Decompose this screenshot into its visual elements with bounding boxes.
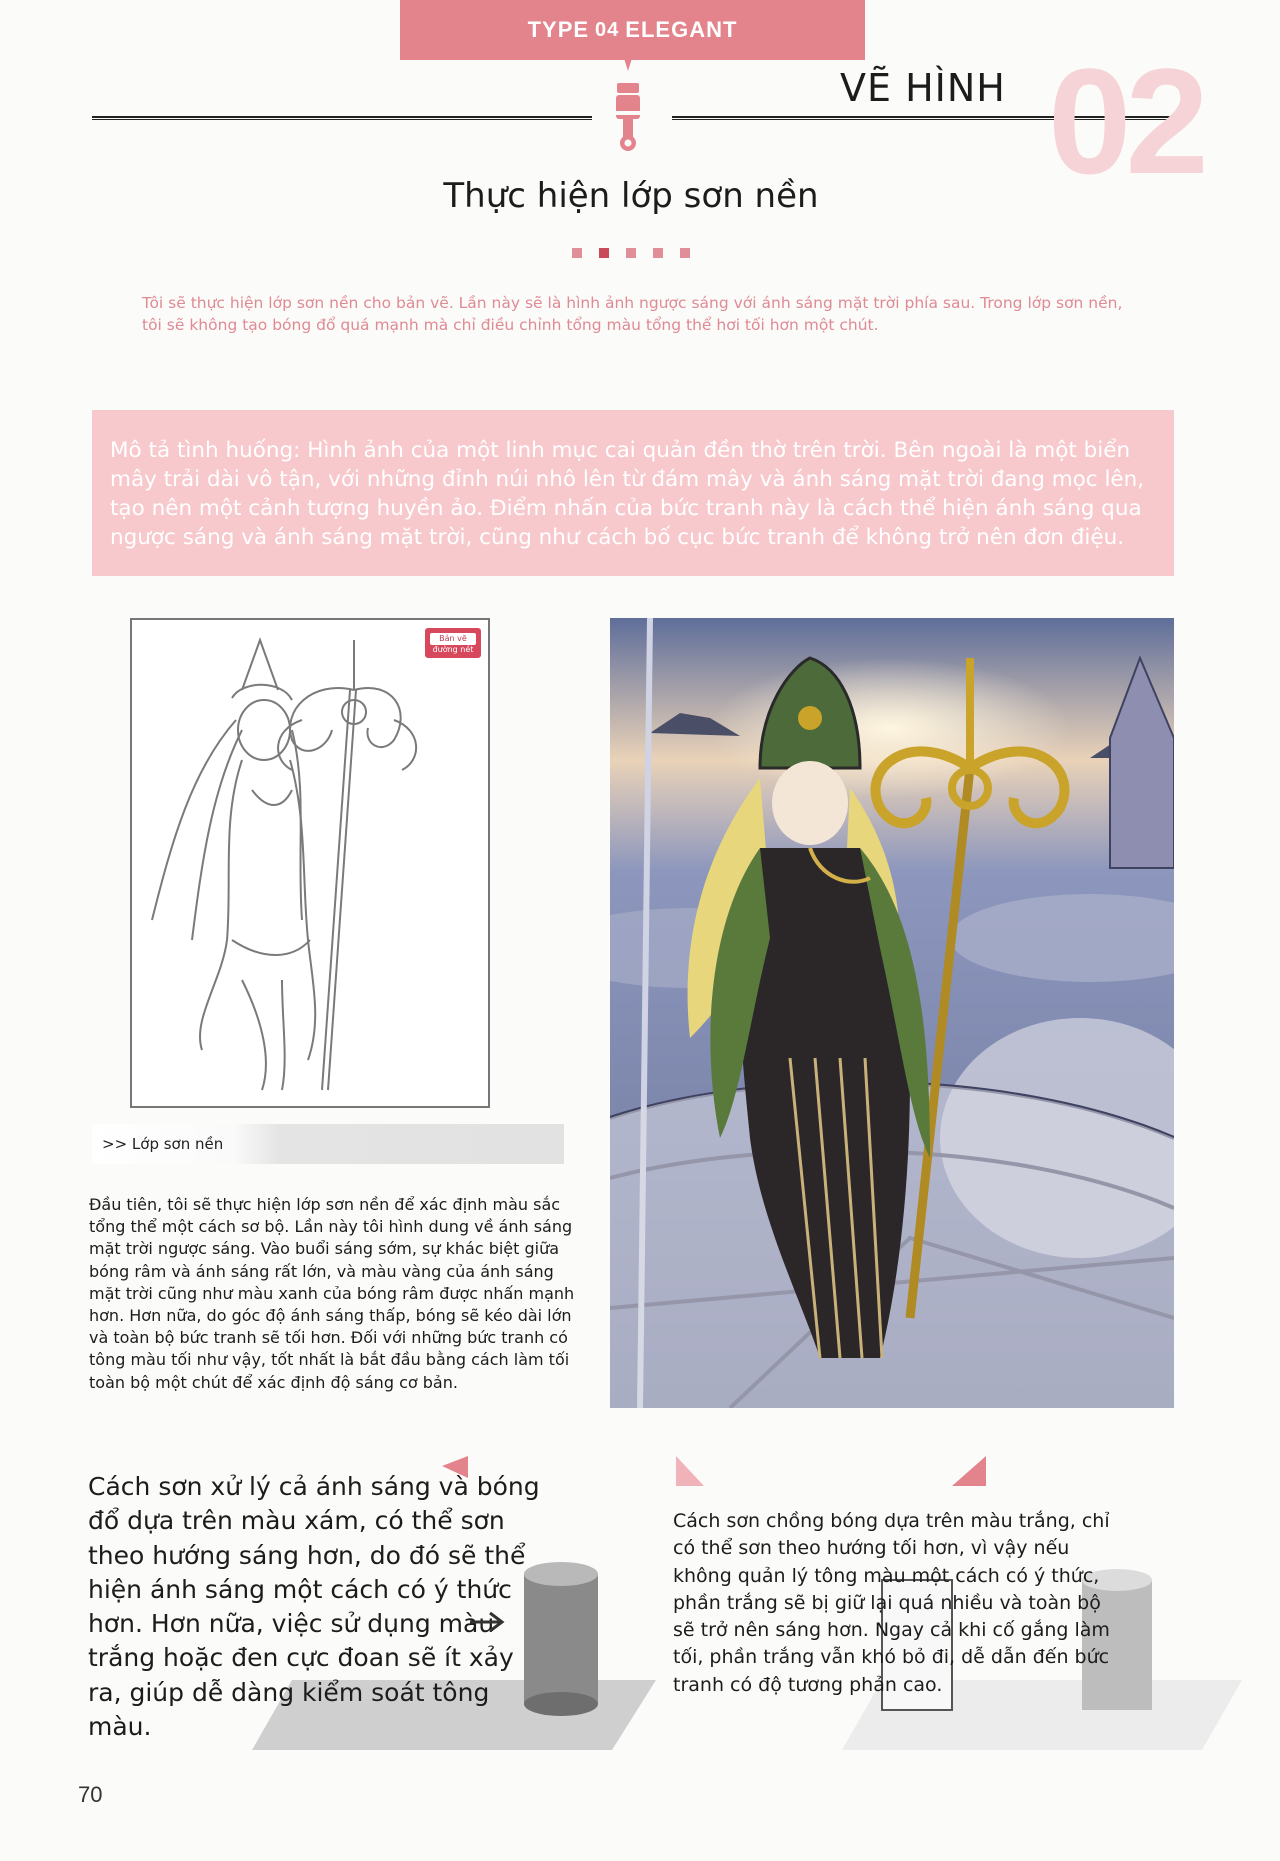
line-art-badge — [425, 628, 481, 658]
caption-bar — [92, 1124, 564, 1164]
dot — [572, 248, 582, 258]
dot — [653, 248, 663, 258]
line-art-image — [130, 618, 490, 1108]
section-number: 02 — [1048, 37, 1203, 205]
scenario-box — [92, 410, 1174, 576]
dot — [626, 248, 636, 258]
dot — [599, 248, 609, 258]
page-number: 70 — [78, 1782, 103, 1807]
color-illustration — [610, 618, 1174, 1408]
caption-text: >> Lớp sơn nền — [102, 1135, 224, 1153]
color-illustration-drawing — [610, 618, 1174, 1408]
dot — [680, 248, 690, 258]
section-title: VẼ HÌNH — [840, 66, 1006, 110]
title-dots — [572, 248, 690, 258]
white-base-note: Cách sơn chồng bóng dựa trên màu trắng, chỉ có thể sơn theo hướng tối hơn, vì vậy nếu không quản lý tông màu một cách có ý thức, phần trắng sẽ bị giữ lại quá nhiều và toàn bộ sẽ trở nên sáng hơn. Ngay cả khi cố gắng làm tối, phần trắng vẫn khó bỏ đi, dễ dẫn đến bức tranh có độ tương phản cao. — [673, 1510, 1110, 1696]
type-prefix: TYPE — [527, 17, 590, 42]
paintbrush-icon — [612, 55, 644, 155]
arrow-right-icon — [470, 1610, 506, 1634]
gray-base-note: Cách sơn xử lý cả ánh sáng và bóng đổ dựa trên màu xám, có thể sơn theo hướng sáng hơn, do đó sẽ thể hiện ánh sáng một cách có ý thức hơn. Hơn nữa, việc sử dụng màu trắng hoặc đen cực đoan sẽ ít xảy ra, giúp dễ dàng kiểm soát tông màu. — [88, 1472, 540, 1742]
scenario-text: Mô tả tình huống: Hình ảnh của một linh mục cai quản đền thờ trên trời. Bên ngoài là một biển mây trải dài vô tận, với những đỉnh núi nhô lên từ đám mây và ánh sáng mặt trời đang mọc lên, tạo nên một cảnh tượng huyền ảo. Điểm nhấn của bức tranh này là cách thể hiện ánh sáng qua ngược sáng và ánh sáng mặt trời, cũng như cách bố cục bức tranh để không trở nên đơn điệu. — [110, 438, 1145, 550]
header-rule-left — [92, 116, 592, 120]
intro-text: Tôi sẽ thực hiện lớp sơn nền cho bản vẽ. Lần này sẽ là hình ảnh ngược sáng với ánh sáng mặt trời phía sau. Trong lớp sơn nền, tôi sẽ không tạo bóng đổ quá mạnh mà chỉ điều chỉnh tổng màu tổng thể hơi tối hơn một chút. — [142, 294, 1123, 334]
body-text: Đầu tiên, tôi sẽ thực hiện lớp sơn nền để xác định màu sắc tổng thể một cách sơ bộ. Lần này tôi hình dung về ánh sáng mặt trời ngược sáng. Vào buổi sáng sớm, sự khác biệt giữa bóng râm và ánh sáng rất lớn, và màu vàng của ánh sáng mặt trời cũng như màu xanh của bóng râm được nhấn mạnh hơn. Hơn nữa, do góc độ ánh sáng thấp, bóng sẽ kéo dài lớn và toàn bộ bức tranh sẽ tối hơn. Đối với những bức tranh có tông màu tối như vậy, tốt nhất là bắt đầu bằng cách làm tối toàn bộ một chút để xác định độ sáng cơ bản. — [89, 1195, 575, 1392]
type-band — [400, 0, 865, 60]
type-number: 04 — [595, 18, 620, 41]
note-marker-right — [676, 1456, 986, 1486]
line-art-drawing — [132, 620, 488, 1106]
badge-line-1: Bản vẽ — [430, 633, 476, 645]
badge-line-2: đường nét — [432, 645, 474, 654]
page-title: Thực hiện lớp sơn nền — [443, 176, 819, 216]
type-name: ELEGANT — [625, 17, 738, 42]
